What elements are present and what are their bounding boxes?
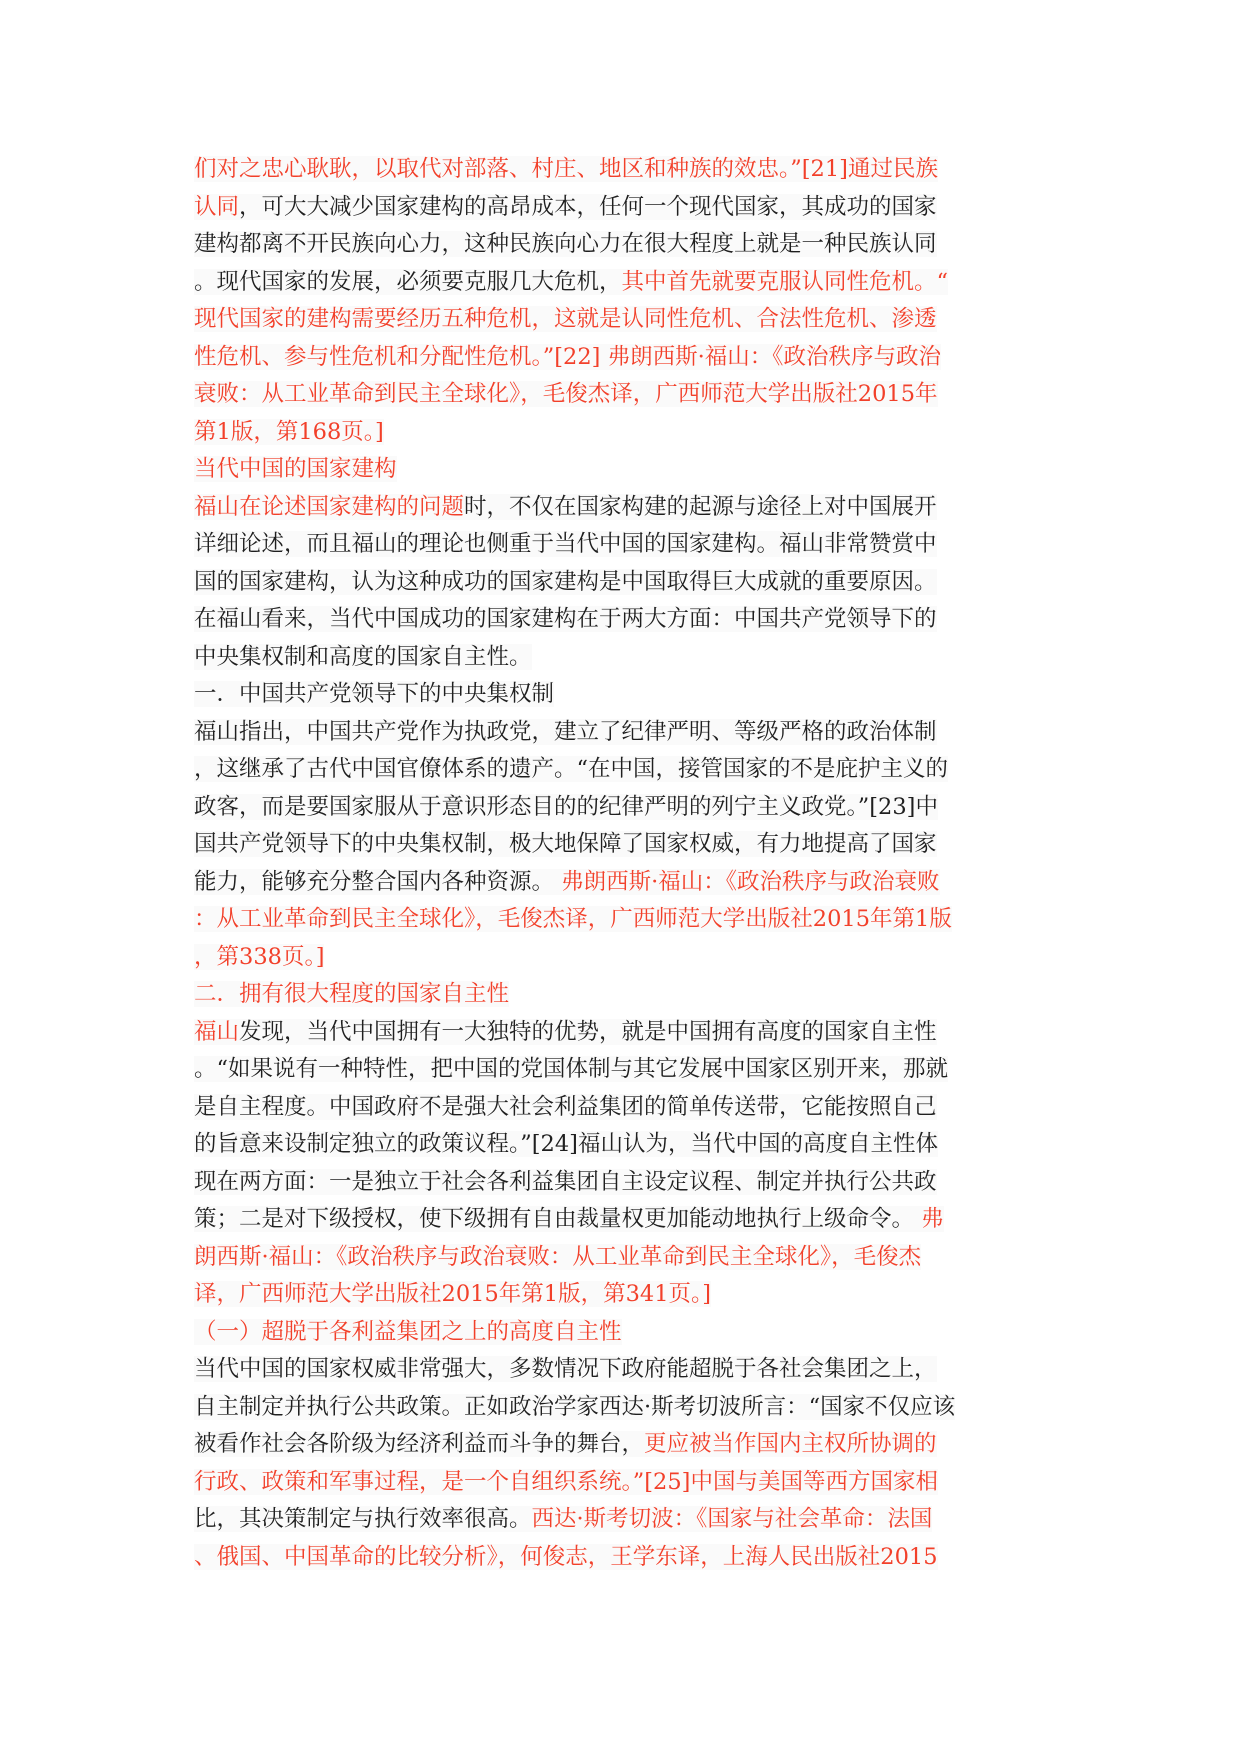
highlighted-text: 、俄国、中国革命的比较分析》，何俊志，王学东译，上海人民出版社2015 xyxy=(194,1543,938,1570)
body-text: 发现，当代中国拥有一大独特的优势，就是中国拥有高度的国家自主性 xyxy=(239,1018,937,1045)
highlighted-text: 衰败：从工业革命到民主全球化》，毛俊杰译，广西师范大学出版社2015年 xyxy=(194,381,938,407)
highlighted-text: 译，广西师范大学出版社2015年第1版，第341页。] xyxy=(194,1281,712,1307)
highlighted-text: ，第338页。] xyxy=(194,943,325,970)
text-line xyxy=(194,751,1054,789)
body-text: 国的国家建构，认为这种成功的国家建构是中国取得巨大成就的重要原因。 xyxy=(194,568,937,595)
document-body xyxy=(194,151,1054,1576)
text-line xyxy=(194,226,1054,264)
text-line xyxy=(194,1501,1054,1539)
text-line xyxy=(194,376,1054,414)
highlighted-text: 西达·斯考切波：《国家与社会革命：法国 xyxy=(531,1506,933,1532)
text-line xyxy=(194,901,1054,939)
highlighted-text: 其中首先就要克服认同性危机。“ xyxy=(621,268,949,295)
highlighted-text: ：从工业革命到民主全球化》，毛俊杰译，广西师范大学出版社2015年第1版 xyxy=(194,906,952,932)
text-line xyxy=(194,789,1054,827)
text-line xyxy=(194,976,1054,1014)
highlighted-text: 朗西斯·福山：《政治秩序与政治衰败：从工业革命到民主全球化》，毛俊杰 xyxy=(194,1243,922,1270)
body-text: 。“如果说有一种特性，把中国的党国体制与其它发展中国家区别开来，那就 xyxy=(194,1056,949,1082)
text-line xyxy=(194,339,1054,377)
highlighted-text: 现代国家的建构需要经历五种危机，这就是认同性危机、合法性危机、渗透 xyxy=(194,306,937,332)
body-text: 比，其决策制定与执行效率很高。 xyxy=(194,1506,532,1532)
text-line xyxy=(194,1014,1054,1052)
highlighted-text: 更应被当作国内主权所协调的 xyxy=(644,1431,937,1457)
text-line xyxy=(194,1164,1054,1202)
text-line xyxy=(194,564,1054,602)
body-text: 在福山看来，当代中国成功的国家建构在于两大方面：中国共产党领导下的 xyxy=(194,606,937,632)
highlighted-text: 弗 xyxy=(921,1206,944,1232)
text-line xyxy=(194,1051,1054,1089)
text-line xyxy=(194,714,1054,752)
highlighted-text: 当代中国的国家建构 xyxy=(194,456,397,482)
highlighted-text: 行政、政策和军事过程，是一个自组织系统。”[25]中国与美国等西方国家相 xyxy=(194,1468,938,1495)
highlighted-text: （一）超脱于各利益集团之上的高度自主性 xyxy=(194,1318,622,1345)
text-line xyxy=(194,414,1054,452)
highlighted-text: 性危机、参与性危机和分配性危机。”[22] 弗朗西斯·福山：《政治秩序与政治 xyxy=(194,343,941,370)
highlighted-text: 第1版，第168页。] xyxy=(194,418,384,445)
text-line xyxy=(194,1276,1054,1314)
text-line xyxy=(194,1314,1054,1352)
highlighted-text: 弗朗西斯·福山：《政治秩序与政治衰败 xyxy=(561,868,940,895)
text-line xyxy=(194,1201,1054,1239)
body-text: 是自主程度。中国政府不是强大社会利益集团的简单传送带，它能按照自己 xyxy=(194,1093,937,1120)
highlighted-text: 二．拥有很大程度的国家自主性 xyxy=(194,981,510,1007)
text-line xyxy=(194,151,1054,189)
body-text: 现在两方面：一是独立于社会各利益集团自主设定议程、制定并执行公共政 xyxy=(194,1168,937,1195)
text-line xyxy=(194,489,1054,527)
body-text: 国共产党领导下的中央集权制，极大地保障了国家权威，有力地提高了国家 xyxy=(194,831,937,857)
highlighted-text: 们对之忠心耿耿，以取代对部落、村庄、地区和种族的效忠。”[21]通过民族 xyxy=(194,156,938,182)
text-line xyxy=(194,451,1054,489)
highlighted-text: 认同 xyxy=(194,193,240,220)
body-text: 建构都离不开民族向心力，这种民族向心力在很大程度上就是一种民族认同 xyxy=(194,231,937,257)
text-line xyxy=(194,939,1054,977)
body-text: 当代中国的国家权威非常强大，多数情况下政府能超脱于各社会集团之上， xyxy=(194,1356,937,1382)
highlighted-text: 福山 xyxy=(194,1018,240,1045)
text-line xyxy=(194,1351,1054,1389)
text-line xyxy=(194,639,1054,677)
body-text: 中央集权制和高度的国家自主性。 xyxy=(194,643,532,670)
body-text: 被看作社会各阶级为经济利益而斗争的舞台， xyxy=(194,1431,645,1457)
body-text: 的旨意来设制定独立的政策议程。”[24]福山认为，当代中国的高度自主性体 xyxy=(194,1131,938,1157)
text-line xyxy=(194,1239,1054,1277)
body-text: 策；二是对下级授权，使下级拥有自由裁量权更加能动地执行上级命令。 xyxy=(194,1206,922,1232)
body-text: 详细论述，而且福山的理论也侧重于当代中国的国家建构。福山非常赞赏中 xyxy=(194,531,937,557)
highlighted-text: 福山在论述国家建构的问题 xyxy=(194,493,465,520)
body-text: 。现代国家的发展，必须要克服几大危机， xyxy=(194,268,622,295)
text-line xyxy=(194,301,1054,339)
text-line xyxy=(194,1539,1054,1577)
body-text: ，可大大减少国家建构的高昂成本，任何一个现代国家，其成功的国家 xyxy=(239,193,937,220)
text-line xyxy=(194,1126,1054,1164)
body-text: 政客，而是要国家服从于意识形态目的的纪律严明的列宁主义政党。”[23]中 xyxy=(194,793,938,820)
text-line xyxy=(194,1089,1054,1127)
text-line xyxy=(194,1389,1054,1427)
body-text: 自主制定并执行公共政策。正如政治学家西达·斯考切波所言：“国家不仅应该 xyxy=(194,1393,956,1420)
text-line xyxy=(194,864,1054,902)
text-line xyxy=(194,1464,1054,1502)
body-text: 能力，能够充分整合国内各种资源。 xyxy=(194,868,562,895)
text-line xyxy=(194,601,1054,639)
text-line xyxy=(194,676,1054,714)
text-line xyxy=(194,264,1054,302)
text-line xyxy=(194,826,1054,864)
body-text: 时，不仅在国家构建的起源与途径上对中国展开 xyxy=(464,493,937,520)
text-line xyxy=(194,526,1054,564)
text-line xyxy=(194,1426,1054,1464)
body-text: 福山指出，中国共产党作为执政党，建立了纪律严明、等级严格的政治体制 xyxy=(194,718,937,745)
body-text: ，这继承了古代中国官僚体系的遗产。“在中国，接管国家的不是庇护主义的 xyxy=(194,756,949,782)
text-line xyxy=(194,189,1054,227)
body-text: 一．中国共产党领导下的中央集权制 xyxy=(194,681,555,707)
